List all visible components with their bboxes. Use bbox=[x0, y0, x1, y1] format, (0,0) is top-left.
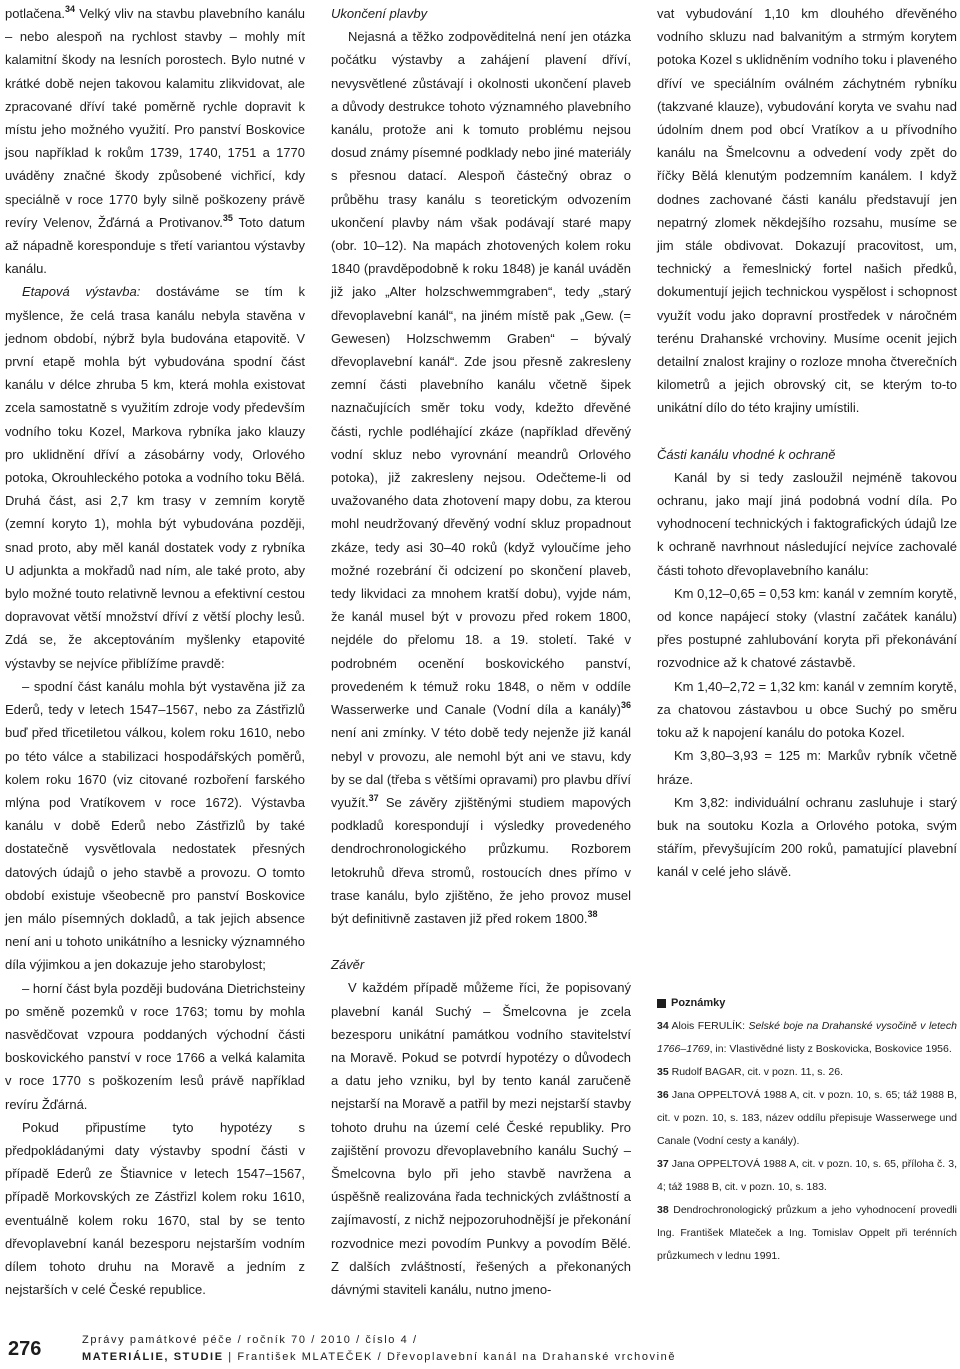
footnote-ref[interactable]: 38 bbox=[587, 908, 598, 919]
text-column-left bbox=[5, 2, 305, 1301]
paragraph: Etapová výstavba: dostáváme se tím k myšlence, že celá trasa kanálu nebyla stavěna v jednom období, nýbrž byla budována etapovitě. V první etapě mohla být vybudována spodní část kanálu v délce zhruba 5 km, která mohla existovat zcela samostatně s využitím zdroje vody především vodního toku Kozel, Markova rybníka jako klauzy pro uklidnění dříví a zásobárny vody, Orlového potoka, Okrouhleckého potoka a vodního toku Bělá. Druhá část, asi 2,7 km trasy v zemním korytě (zemní koryto 1), mohla být vybudována později, snad proto, aby měl kanál dostatek vody z rybníka U adjunkta a mokřadů nad ním, ale také proto, aby bylo možné touto relativně levnou a efektivní cestou dopravovat větší množství dříví z větší plochy lesů. Zdá se, že akceptováním myšlenky etapovité výstavby se nejvíce přiblížíme pravdě: bbox=[5, 284, 305, 671]
article-info: MATERIÁLIE, STUDIE | František MLATEČEK / Dřevoplavební kanál na Drahanské vrchovině bbox=[82, 1351, 677, 1363]
paragraph: Km 0,12–0,65 = 0,53 km: kanál v zemním korytě, od konce napájecí stoky (vlastní začátek kanálu) přes postupné zahlubování koryta při překonávání rozvodnice až k chatové zástavbě. bbox=[657, 585, 957, 671]
footnote-38: 38 Dendrochronologický průzkum a jeho vyhodnocení provedli Ing. František Mlateček a Ing. Tomislav Oppelt při terénních průzkumech v lednu 1991. bbox=[657, 1204, 957, 1262]
footnote-36: 36 Jana OPPELTOVÁ 1988 A, cit. v pozn. 10, s. 65; táž 1988 B, cit. v pozn. 10, s. 183, název oddílu přepisuje Wasserwege und Canale (Vodní cesty a kanály). bbox=[657, 1089, 957, 1147]
footnote-35: 35 Rudolf BAGAR, cit. v pozn. 11, s. 26. bbox=[657, 1066, 843, 1078]
paragraph: vat vybudování 1,10 km dlouhého dřevěného vodního skluzu nad balvanitým a strmým korytem potoka Kozel s uklidněním vodního toku i plaveného dříví ve speciálním oválném záchytném rybníku (takzvané klauze), vybudování koryta ve svahu nad údolním dnem pod obcí Vratíkov a u přívodního kanálu na Šmelcovnu a odvedení vody zpět do říčky Bělá klenutým podzemním kanálem. I když dodnes zachované části kanálu představují jen nepatrný zlomek někdejšího rozsahu, musíme se jim stále obdivovat. Dokazují pracovitost, um, technický a řemeslnický fortel našich předků, dokumentují jejich technickou vyspělost i schopnost využít vodu jako dopravní prostředek v náročném terénu Drahanské vrchoviny. Musíme ocenit jejich detailní znalost krajiny o rozloze mnoha čtverečních kilometrů a jejich obrovský cit, se kterým to-to unikátní dílo do této krajiny umístili. bbox=[657, 6, 957, 416]
footnote-37: 37 Jana OPPELTOVÁ 1988 A, cit. v pozn. 10, s. 65, příloha č. 3, 4; táž 1988 B, cit. v pozn. 10, s. 183. bbox=[657, 1158, 957, 1193]
footnote-ref[interactable]: 34 bbox=[65, 4, 76, 14]
spacer bbox=[657, 420, 957, 443]
footnotes-heading: Poznámky bbox=[657, 992, 957, 1015]
footnote-ref[interactable]: 35 bbox=[222, 212, 233, 223]
journal-info: Zprávy památkové péče / ročník 70 / 2010 / číslo 4 / bbox=[82, 1334, 418, 1346]
paragraph: Km 3,82: individuální ochranu zasluhuje i starý buk na soutoku Kozla a Orlového potoka, svým stářím, převyšujícím 200 roků, pamatující plavební kanál v celé jeho slávě. bbox=[657, 794, 957, 880]
section-heading: Ukončení plavby bbox=[331, 6, 428, 21]
paragraph: potlačena.$^{34}$ Velký vliv na stavbu plavebního kanálu – nebo alespoň na rychlost stavby – mohly mít kalamitní škody na lesních porostech. Bylo nutné v krátké době nejen takovou kalamitu zlikvidovat, ale zpracované dříví také poměrně rychle dopravit k místu jeho možného využití. Pro panství Boskovice jsou například k rokům 1739, 1740, 1751 a 1770 uváděny značné škody způsobené vichřicí, kdy speciálně v roce 1770 byly silně poškozeny právě revíry Velenov, Žďárná a Protivanov.$^{35}$ Toto datum až nápadně koresponduje s třetí variantou výstavby kanálu. bbox=[5, 4, 305, 277]
footnote-ref[interactable]: 37 bbox=[368, 792, 379, 803]
footnotes bbox=[657, 992, 957, 1268]
inline-label: Etapová výstavba: bbox=[22, 284, 141, 300]
paragraph: Km 3,80–3,93 = 125 m: Markův rybník včetně hráze. bbox=[657, 748, 957, 787]
list-item: – spodní část kanálu mohla být vystavěna již za Ederů, tedy v letech 1547–1567, nebo za Zástřizlů buď před třicetiletou válkou, kolem roku 1610, nebo po této válce a stabilizaci hospodářských poměrů, kolem roku 1670 (viz citované rozboření farského mlýna pod Vratíkovem v roce 1672). Výstavba kanálu v době Ederů nebo Zástřizlů by také dostatečně vysvětlovala nedostatek přesných datových údajů o jeho stavbě a provozu. O tomto období existuje všeobecně pro panství Boskovice jen málo písemných dokladů, a tak jejich absence není ani u tohoto unikátního a lesnicky významného díla výjimkou a jen dokazuje jeho starobylost; bbox=[5, 678, 305, 973]
page-number: 276 bbox=[8, 1338, 42, 1360]
paragraph: Km 1,40–2,72 = 1,32 km: kanál v zemním korytě, za chatovou zástavbou u obce Suchý po směru toku až k napojení kanálu do potoka Kozel. bbox=[657, 678, 957, 741]
paragraph: V každém případě můžeme říci, že popisovaný plavební kanál Suchý – Šmelcovna je zcela bezesporu unikátní památkou vodního stavitelství na Moravě. Pokud se potvrdí hypotézy o důvodech a datu jeho vzniku, byl by tento kanál zaručeně nejstarší na Moravě a patřil by mezi nejstarší stavby tohoto druhu na území celé České republiky. Pro zajištění provozu dřevoplavebního kanálu Suchý – Šmelcovna bylo při jeho stavbě navržena a úspěšně realizována řada technických zvláštností a zajímavostí, z nichž nejpozoruhodnější je překonání rozvodnice mezi povodím Punkvy a povodím Bělé. Z dalších zvláštností, řešených a překonaných dávnými staviteli kanálu, nutno jmeno- bbox=[331, 980, 631, 1297]
spacer bbox=[331, 930, 631, 953]
text-column-middle bbox=[331, 2, 631, 1301]
list-item: – horní část byla později budována Dietrichsteiny po směně pozemků v roce 1763; tomu by mohla nasvědčovat vzpoura poddaných východní části boskovického panství v roce 1766 a velká kalamita v roce 1770 s poškozením lesů právě například revíru Žďárná. bbox=[5, 980, 305, 1112]
section-heading: Závěr bbox=[331, 957, 365, 973]
paragraph: Kanál by si tedy zasloužil nejméně takovou ochranu, jako mají jiná podobná vodní díla. Po vyhodnocení technických i faktografických údajů lze k ochraně navrhnout následující nejvíce zachovalé části tohoto dřevoplavebního kanálu: bbox=[657, 469, 957, 578]
paragraph: Pokud připustíme tyto hypotézy s předpokládanými daty výstavby spodní části v případě Ederů ze Štiavnice v letech 1547–1567, případě Morkovských ze Zástřizl kolem roku 1610, eventuálně kolem roku 1670, stal by se tento dřevoplavební kanál bezesporu nejstarším vodním dílem tohoto druhu na Moravě a jedním z nejstarších v celé České republice. bbox=[5, 1119, 305, 1298]
paragraph: Nejasná a těžko zodpověditelná není jen otázka počátku výstavby a zahájení plavení dříví, nevysvětlené zůstávají i okolnosti ukončení plaveb a důvody destrukce tohoto významného plavebního kanálu, protože ani k tomuto problému nejsou dosud známy písemné podklady nebo jiné materiály s přesnou datací. Alespoň částečný obraz o průběhu trasy kanálu s teoretickým odvozením ukončení plavby nám však podávají staré mapy (obr. 10–12). Na mapách zhotovených kolem roku 1840 (pravděpodobně k roku 1848) je kanál uváděn již jako „Alter holzschwemmgraben“, tedy „starý dřevoplavební kanál“, na jiném místě pak „Gew. (= Gewesen) Holzschwemm Graben“ – bývalý dřevoplavební kanál“. Zde jsou přesně zakresleny zemní části plavebního kanálu včetně šipek naznačujících směr toku vody, kdežto dřevěné části, rychle podléhající zkáze (například dřevěný vodní skluz nebo vyrovnání meandrů Orlového potoka), již zakresleny nejsou. Odečteme-li od uvažovaného data zhotovení mapy dobu, za kterou mohl neudržovaný dřevěný vodní skluz propadnout zkáze, tedy asi 30–40 roků (když vyloučíme jeho možné rozebrání či odcizení po skončení plaveb, tedy likvidaci za mnohem kratší dobu), vyjde nám, že kanál musel být v provozu před rokem 1800, nejdéle do přelomu 18. a 19. století. Také v podrobném ocenění boskovického panství, provedeném k témuž roku 1848, o něm v oddíle Wasserwerke und Canale (Vodní díla a kanály)$^{36}$ není ani zmínky. V této době tedy nejenže již kanál nebyl v provozu, ale nemohl být ani ve stavu, kdy by se dal (třeba s většími opravami) pro plavbu dříví využít.$^{37}$ Se závěry zjištěnými studiem mapových podkladů korespondují i výsledky provedeného dendrochronologického průzkumu. Rozborem letokruhů dřeva stromů, rostoucích dnes přímo v trase kanálu, bylo zjištěno, že jeho provoz musel být definitivně zastaven již před rokem 1800.38 bbox=[331, 29, 631, 926]
footnote-34: 34 Alois FERULÍK: Selské boje na Drahanské vysočině v letech 1766–1769, in: Vlastivědné listy z Boskovicka, Boskovice 1956. bbox=[657, 1020, 957, 1055]
section-heading: Části kanálu vhodné k ochraně bbox=[657, 446, 836, 462]
page-footer bbox=[0, 1330, 960, 1369]
footnote-ref[interactable]: 36 bbox=[620, 700, 631, 711]
text-column-right bbox=[657, 2, 957, 884]
square-bullet-icon bbox=[657, 999, 666, 1008]
